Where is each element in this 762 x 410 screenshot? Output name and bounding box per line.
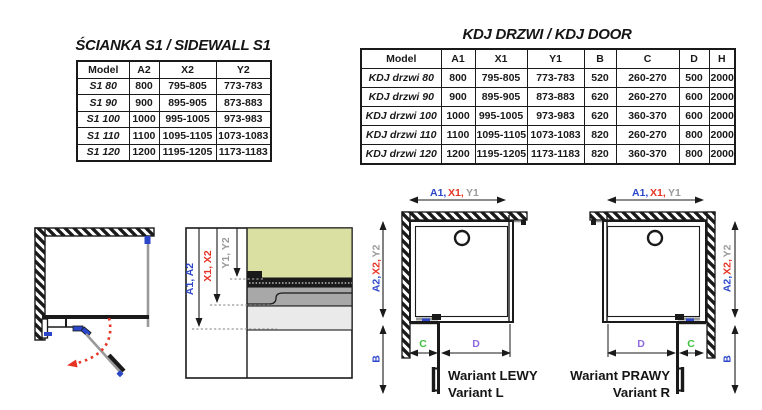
- value-cell: 2000: [709, 69, 735, 88]
- table-row: [361, 88, 735, 107]
- col-header-y2: Y2: [216, 61, 271, 78]
- value-cell: 600: [679, 88, 709, 107]
- value-cell: 260-270: [616, 126, 679, 145]
- col-header-h: H: [709, 49, 735, 69]
- door-table: [360, 48, 736, 165]
- value-cell: 800: [679, 145, 709, 165]
- drain-circle: [648, 231, 662, 245]
- value-cell: 773-783: [216, 78, 271, 95]
- variant-right-caption-en: Variant R: [612, 385, 670, 400]
- wall-bracket: [591, 220, 596, 225]
- table-row: [361, 107, 735, 126]
- glass-pane: [247, 228, 352, 278]
- door-swing-arrow: [69, 318, 110, 365]
- dim-label-a1: A1,: [430, 187, 447, 199]
- value-cell: 995-1005: [475, 107, 527, 126]
- drain-circle: [455, 231, 469, 245]
- value-cell: 1173-1183: [216, 144, 271, 161]
- value-cell: 800: [679, 126, 709, 145]
- value-cell: 360-370: [616, 145, 679, 165]
- model-cell: S1 110: [77, 128, 129, 145]
- value-cell: 1173-1183: [527, 145, 584, 165]
- col-header-y1: Y1: [527, 49, 584, 69]
- wall-top: [35, 228, 154, 236]
- value-cell: 795-805: [475, 69, 527, 88]
- variant-left-caption-pl: Wariant LEWY: [448, 368, 538, 383]
- model-cell: KDJ drzwi 80: [361, 69, 441, 88]
- value-cell: 520: [584, 69, 616, 88]
- value-cell: 1095-1105: [159, 128, 216, 145]
- value-cell: 260-270: [616, 88, 679, 107]
- profile-section-diagram: [180, 222, 360, 382]
- value-cell: 995-1005: [159, 111, 216, 128]
- dim-label-a1: A1,: [632, 187, 649, 199]
- hinge-icon: [44, 332, 52, 336]
- value-cell: 1095-1105: [475, 126, 527, 145]
- dim-label-b: B: [721, 355, 734, 363]
- value-cell: 1073-1083: [527, 126, 584, 145]
- col-header-model: Model: [361, 49, 441, 69]
- value-cell: 2000: [709, 107, 735, 126]
- table-header-row: [77, 61, 271, 78]
- wall-left: [402, 212, 410, 358]
- value-cell: 873-883: [527, 88, 584, 107]
- value-cell: 900: [129, 95, 159, 112]
- value-cell: 1200: [441, 145, 475, 165]
- value-cell: 795-805: [159, 78, 216, 95]
- col-header-b: B: [584, 49, 616, 69]
- model-cell: KDJ drzwi 100: [361, 107, 441, 126]
- table-row: [361, 145, 735, 165]
- dim-label-y1: Y1: [466, 187, 479, 199]
- dim-label-d: D: [637, 338, 645, 350]
- dim-label-y2: Y2: [370, 244, 383, 258]
- variant-right-diagram: [558, 183, 762, 410]
- dim-label-b: B: [370, 355, 383, 363]
- dim-label-a: A1, A2: [184, 262, 196, 296]
- value-cell: 620: [584, 88, 616, 107]
- value-cell: 2000: [709, 126, 735, 145]
- table-header-row: [361, 49, 735, 69]
- table-row: [77, 144, 271, 161]
- value-cell: 773-783: [527, 69, 584, 88]
- model-cell: S1 120: [77, 144, 129, 161]
- dim-label-d: D: [472, 338, 480, 350]
- wall-top: [590, 212, 715, 220]
- value-cell: 620: [584, 107, 616, 126]
- bottom-profile: [410, 321, 440, 324]
- variant-left-caption-en: Variant L: [448, 385, 504, 400]
- value-cell: 1200: [129, 144, 159, 161]
- value-cell: 1000: [441, 107, 475, 126]
- sidewall-table-title: ŚCIANKA S1 / SIDEWALL S1: [75, 37, 271, 54]
- value-cell: 873-883: [216, 95, 271, 112]
- model-cell: KDJ drzwi 110: [361, 126, 441, 145]
- value-cell: 260-270: [616, 69, 679, 88]
- table-row: [77, 95, 271, 112]
- table-row: [77, 111, 271, 128]
- model-cell: KDJ drzwi 120: [361, 145, 441, 165]
- door-pivot: [432, 314, 441, 320]
- col-header-a2: A2: [129, 61, 159, 78]
- table-row: [361, 126, 735, 145]
- dim-label-a2: A2,: [370, 275, 383, 293]
- value-cell: 800: [441, 69, 475, 88]
- value-cell: 1100: [129, 128, 159, 145]
- col-header-x2: X2: [159, 61, 216, 78]
- value-cell: 500: [679, 69, 709, 88]
- variant-left-diagram: [372, 183, 552, 410]
- value-cell: 973-983: [216, 111, 271, 128]
- bottom-profile: [42, 315, 149, 319]
- value-cell: 2000: [709, 88, 735, 107]
- open-door-panel: [86, 334, 122, 374]
- model-cell: KDJ drzwi 90: [361, 88, 441, 107]
- door-pivot: [675, 314, 684, 320]
- wall-bracket: [145, 236, 151, 244]
- sidewall-table: [76, 60, 272, 162]
- value-cell: 900: [441, 88, 475, 107]
- value-cell: 600: [679, 107, 709, 126]
- value-cell: 1100: [441, 126, 475, 145]
- wall-bracket: [521, 220, 526, 225]
- dim-label-y: Y1, Y2: [220, 237, 232, 269]
- dim-label-x1: X1,: [448, 187, 464, 199]
- model-cell: S1 90: [77, 95, 129, 112]
- profile-light: [247, 306, 352, 330]
- value-cell: 973-983: [527, 107, 584, 126]
- table-row: [77, 78, 271, 95]
- dim-label-x1: X1,: [650, 187, 666, 199]
- value-cell: 800: [129, 78, 159, 95]
- value-cell: 2000: [709, 145, 735, 165]
- dim-label-c: C: [419, 338, 427, 350]
- dim-label-x: X1, X2: [202, 250, 214, 282]
- table-row: [361, 69, 735, 88]
- value-cell: 1000: [129, 111, 159, 128]
- value-cell: 895-905: [159, 95, 216, 112]
- wall-right: [707, 212, 715, 358]
- wall-top: [402, 212, 527, 220]
- value-cell: 360-370: [616, 107, 679, 126]
- door-table-title: KDJ DRZWI / KDJ DOOR: [462, 26, 632, 43]
- dim-label-x2: X2,: [721, 259, 734, 275]
- table-row: [77, 128, 271, 145]
- value-cell: 1195-1205: [475, 145, 527, 165]
- profile-dark: [247, 287, 352, 306]
- door-swing-top-view-diagram: [25, 215, 165, 405]
- value-cell: 820: [584, 126, 616, 145]
- value-cell: 1195-1205: [159, 144, 216, 161]
- dim-label-a2: A2,: [721, 275, 734, 293]
- bottom-profile: [676, 321, 706, 324]
- dim-label-y2: Y2: [721, 244, 734, 258]
- dim-label-c: C: [687, 338, 695, 350]
- col-header-model: Model: [77, 61, 129, 78]
- value-cell: 895-905: [475, 88, 527, 107]
- col-header-d: D: [679, 49, 709, 69]
- model-cell: S1 80: [77, 78, 129, 95]
- value-cell: 820: [584, 145, 616, 165]
- col-header-c: C: [616, 49, 679, 69]
- variant-right-caption-pl: Wariant PRAWY: [570, 368, 670, 383]
- dim-label-y1: Y1: [668, 187, 681, 199]
- col-header-x1: X1: [475, 49, 527, 69]
- value-cell: 1073-1083: [216, 128, 271, 145]
- model-cell: S1 100: [77, 111, 129, 128]
- col-header-a1: A1: [441, 49, 475, 69]
- dim-label-x2: X2,: [370, 259, 383, 275]
